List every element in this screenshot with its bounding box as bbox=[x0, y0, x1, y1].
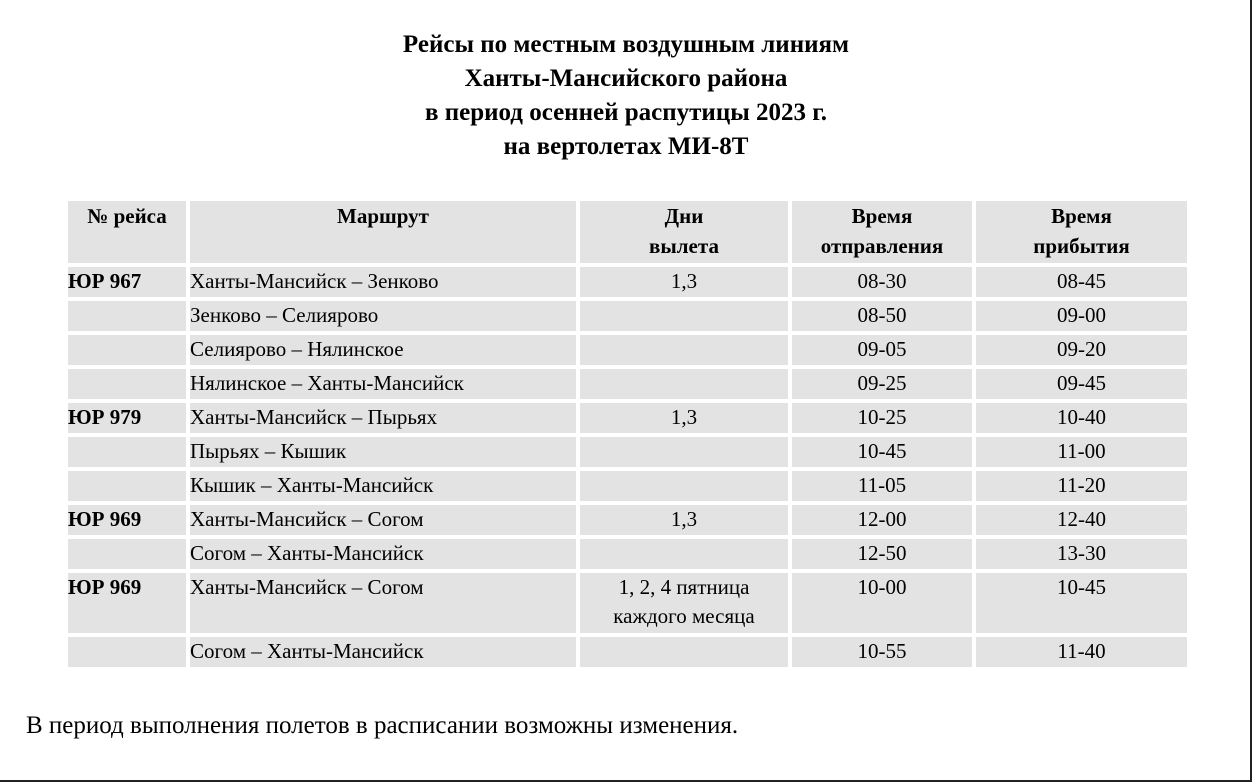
cell-arrival: 11-00 bbox=[976, 437, 1187, 471]
cell-flight: ЮР 969 bbox=[68, 573, 190, 637]
table-row bbox=[68, 335, 1187, 369]
cell-departure: 08-50 bbox=[792, 301, 976, 335]
cell-route: Зенково – Селиярово bbox=[190, 301, 580, 335]
cell-days bbox=[580, 301, 792, 335]
cell-arrival: 09-20 bbox=[976, 335, 1187, 369]
cell-departure: 10-45 bbox=[792, 437, 976, 471]
cell-route: Нялинское – Ханты-Мансийск bbox=[190, 369, 580, 403]
cell-departure: 10-55 bbox=[792, 637, 976, 671]
cell-route: Ханты-Мансийск – Согом bbox=[190, 505, 580, 539]
cell-route: Пырьях – Кышик bbox=[190, 437, 580, 471]
header-days: Дни вылета bbox=[580, 201, 792, 267]
cell-route: Ханты-Мансийск – Согом bbox=[190, 573, 580, 637]
schedule-note: В период выполнения полетов в расписании возможны изменения. bbox=[26, 712, 739, 739]
cell-arrival: 09-45 bbox=[976, 369, 1187, 403]
title-line-2: Ханты-Мансийского района bbox=[464, 65, 788, 92]
title-line-3: в период осенней распутицы 2023 г. bbox=[424, 99, 828, 126]
table-row bbox=[68, 471, 1187, 505]
cell-flight bbox=[68, 437, 190, 471]
table-row bbox=[68, 573, 1187, 637]
cell-departure: 09-05 bbox=[792, 335, 976, 369]
cell-arrival: 13-30 bbox=[976, 539, 1187, 573]
cell-arrival: 10-45 bbox=[976, 573, 1187, 637]
cell-arrival: 09-00 bbox=[976, 301, 1187, 335]
title-line-4: на вертолетах МИ-8Т bbox=[503, 133, 749, 160]
cell-route: Селиярово – Нялинское bbox=[190, 335, 580, 369]
cell-days bbox=[580, 539, 792, 573]
cell-arrival: 08-45 bbox=[976, 267, 1187, 301]
cell-days: 1,3 bbox=[580, 267, 792, 301]
cell-days bbox=[580, 335, 792, 369]
cell-flight: ЮР 967 bbox=[68, 267, 190, 301]
table-row bbox=[68, 539, 1187, 573]
cell-flight: ЮР 969 bbox=[68, 505, 190, 539]
cell-departure: 10-25 bbox=[792, 403, 976, 437]
header-route: Маршрут bbox=[190, 201, 580, 267]
cell-route: Ханты-Мансийск – Зенково bbox=[190, 267, 580, 301]
cell-days bbox=[580, 637, 792, 671]
cell-days: 1, 2, 4 пятница каждого месяца bbox=[580, 573, 792, 637]
table-row bbox=[68, 637, 1187, 671]
table-header-row bbox=[68, 201, 1187, 267]
cell-flight bbox=[68, 335, 190, 369]
table-row bbox=[68, 437, 1187, 471]
cell-route: Согом – Ханты-Мансийск bbox=[190, 637, 580, 671]
cell-flight bbox=[68, 539, 190, 573]
cell-days: 1,3 bbox=[580, 505, 792, 539]
cell-route: Согом – Ханты-Мансийск bbox=[190, 539, 580, 573]
document-title bbox=[0, 28, 1252, 164]
header-flight: № рейса bbox=[68, 201, 190, 267]
cell-flight bbox=[68, 637, 190, 671]
cell-route: Ханты-Мансийск – Пырьях bbox=[190, 403, 580, 437]
cell-days bbox=[580, 437, 792, 471]
cell-flight bbox=[68, 369, 190, 403]
cell-arrival: 12-40 bbox=[976, 505, 1187, 539]
table-row bbox=[68, 403, 1187, 437]
cell-days bbox=[580, 369, 792, 403]
cell-days bbox=[580, 471, 792, 505]
header-departure: Время отправления bbox=[792, 201, 976, 267]
cell-departure: 12-00 bbox=[792, 505, 976, 539]
cell-flight: ЮР 979 bbox=[68, 403, 190, 437]
table-row bbox=[68, 301, 1187, 335]
table-row bbox=[68, 369, 1187, 403]
cell-flight bbox=[68, 471, 190, 505]
table-row bbox=[68, 505, 1187, 539]
title-line-1: Рейсы по местным воздушным линиям bbox=[402, 31, 850, 58]
cell-arrival: 11-20 bbox=[976, 471, 1187, 505]
flight-schedule-table bbox=[68, 201, 1187, 671]
cell-departure: 11-05 bbox=[792, 471, 976, 505]
cell-arrival: 11-40 bbox=[976, 637, 1187, 671]
cell-days: 1,3 bbox=[580, 403, 792, 437]
table-row bbox=[68, 267, 1187, 301]
cell-flight bbox=[68, 301, 190, 335]
header-arrival: Время прибытия bbox=[976, 201, 1187, 267]
cell-departure: 12-50 bbox=[792, 539, 976, 573]
cell-arrival: 10-40 bbox=[976, 403, 1187, 437]
cell-departure: 09-25 bbox=[792, 369, 976, 403]
cell-route: Кышик – Ханты-Мансийск bbox=[190, 471, 580, 505]
cell-departure: 10-00 bbox=[792, 573, 976, 637]
cell-departure: 08-30 bbox=[792, 267, 976, 301]
